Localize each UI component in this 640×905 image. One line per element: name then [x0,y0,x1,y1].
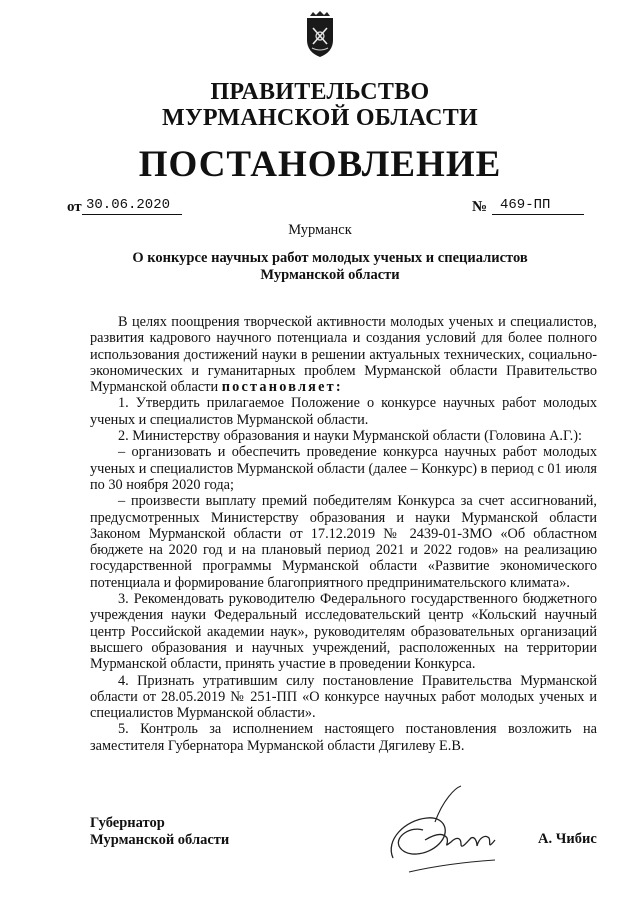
signer-title-line2: Мурманской области [90,832,230,848]
subject-line2: Мурманской области [260,267,400,283]
signer-title-line1: Губернатор [90,815,165,831]
paragraph-3: 3. Рекомендовать руководителю Федерального государственного бюджетного учреждения науки Федеральный исследовательский центр «Кольский научный центр Российской академии наук», руководителям образовательных организаций высшего образования и научных учреждений, расположенных на территории Мурманской области, принять участие в проведении Конкурса. [90,591,597,673]
number-prefix: № [472,199,488,215]
signer-title [90,815,229,849]
intro-paragraph [90,314,597,395]
date-prefix: от [67,199,82,215]
document-body [90,314,597,754]
government-title-line2: МУРМАНСКОЙ ОБЛАСТИ [162,105,478,131]
coat-of-arms-icon [303,8,337,58]
document-number: 469-ПП [492,197,584,215]
paragraph-2: 2. Министерству образования и науки Мурманской области (Головина А.Г.): [118,428,582,445]
document-date: 30.06.2020 [82,197,182,215]
paragraph-1: 1. Утвердить прилагаемое Положение о конкурсе научных работ молодых ученых и специалистов Мурманской области. [90,395,597,428]
subject-line1: О конкурсе научных работ молодых ученых и специалистов [132,250,528,266]
paragraph-4: 4. Признать утратившим силу постановление Правительства Мурманской области от 28.05.2019 № 251-ПП «О конкурсе научных работ молодых ученых и специалистов Мурманской области». [90,672,597,722]
government-title-line1: ПРАВИТЕЛЬСТВО [210,79,430,105]
intro-text: В целях поощрения творческой активности молодых ученых и специалистов, развития кадрового научного потенциала и создания условий для более полного использования достижений науки в решении актуальных технических, социально-экономических и гуманитарных проблем Мурманской области Правительство Мурманской области [90,314,597,396]
paragraph-2b: – произвести выплату премий победителям Конкурса за счет ассигнований, предусмотренных Министерству образования и науки Мурманской области Законом Мурманской области от 17.12.2019 № 2439-01-ЗМО «Об областном бюджете на 2020 год и на плановый период 2021 и 2022 годов» на реализацию государственной программы Мурманской области «Развитие экономического потенциала и формирование благоприятного предпринимательского климата». [90,493,597,591]
signer-name: А. Чибис [538,831,597,847]
city: Мурманск [288,222,352,238]
paragraph-2a: – организовать и обеспечить проведение конкурса научных работ молодых ученых и специалистов Мурманской области (далее – Конкурс) в период с 01 июля по 30 ноября 2020 года; [90,444,597,493]
document-type: ПОСТАНОВЛЕНИЕ [138,144,502,185]
handwritten-signature-icon [365,780,515,890]
document-subject [130,250,530,284]
paragraph-5: 5. Контроль за исполнением настоящего постановления возложить на заместителя Губернатора Мурманской области Дягилеву Е.В. [90,721,597,754]
intro-action: постановляет: [221,379,343,396]
